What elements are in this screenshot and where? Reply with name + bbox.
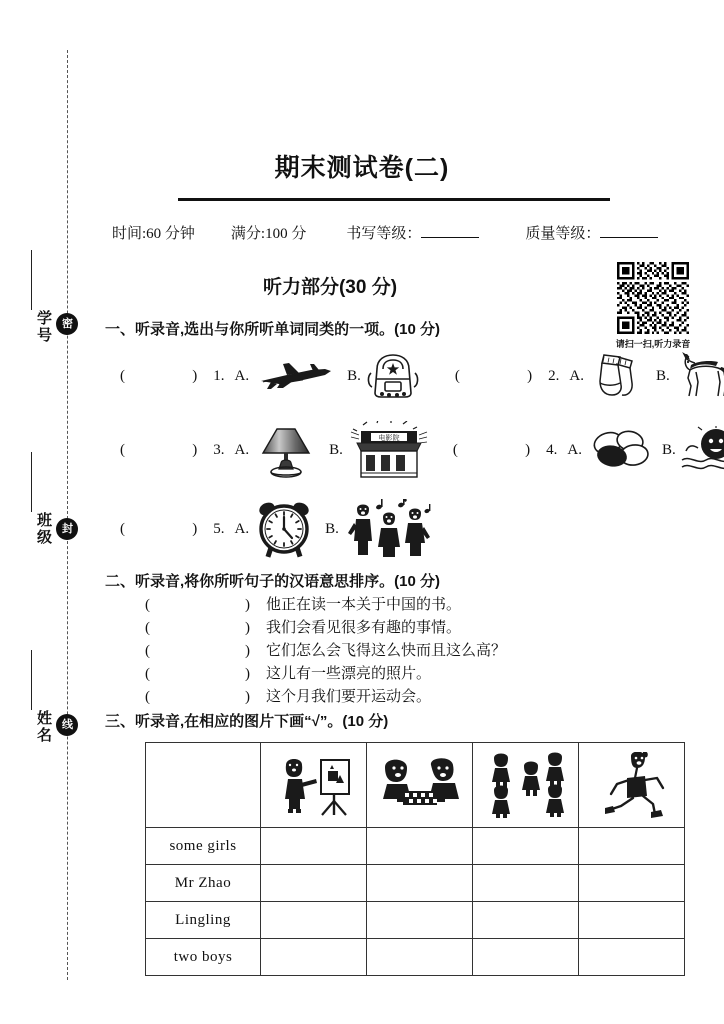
table-row [146,939,685,976]
question1-heading: 一、听录音,选出与你所听单词同类的一项。(10 分) [105,321,441,338]
question2-item-4[interactable] [145,663,506,686]
item-number-4: 4. [546,441,558,458]
table-corner-cell [146,743,261,828]
question1-item-1[interactable] [120,353,421,399]
margin-label-student-id: 学号 [35,310,52,344]
question1-item-2[interactable] [455,352,724,400]
question1-item-5[interactable] [120,498,435,560]
question2-sentence-5: 这个月我们要开运动会。 [266,689,432,705]
table-header-cell-4 [579,743,685,828]
exam-meta-row [112,222,692,243]
table-row-label-1: some girls [146,828,261,865]
question2-item-3[interactable] [145,640,506,663]
answer-blank-2[interactable]: ( ) [454,367,547,384]
question1-row-2 [120,420,720,480]
writing-grade-blank[interactable] [421,225,479,238]
item-number-5: 5. [213,520,225,537]
margin-label-class: 班级 [35,512,52,546]
question2-item-1[interactable] [145,594,506,617]
tick-cell-r1c4[interactable] [579,828,685,865]
item-number-3: 3. [213,441,225,458]
tick-cell-r1c2[interactable] [367,828,473,865]
option-b-label-1[interactable]: B. [347,367,361,384]
tick-cell-r3c3[interactable] [473,902,579,939]
quality-grade-blank[interactable] [600,225,658,238]
answer-blank-4[interactable]: ( ) [452,441,545,458]
question1-item-4[interactable] [453,426,724,474]
question2-sentence-2: 我们会看见很多有趣的事情。 [266,620,462,636]
qr-code-icon[interactable] [617,262,689,334]
class-write-line [31,452,32,512]
question3-heading: 三、听录音,在相应的图片下画“√”。(10 分) [105,713,389,730]
backpack-picture [365,353,421,399]
seal-dashed-line [67,50,68,980]
swimming-picture [680,426,724,474]
option-a-label-3[interactable]: A. [234,441,250,458]
answer-blank-1[interactable]: ( ) [120,367,212,384]
alarm-clock-picture [253,498,315,560]
answer-blank-3[interactable]: ( ) [120,441,212,458]
question1-item-3[interactable] [120,421,431,479]
meta-time: 时间:60 分钟 [112,226,195,242]
airplane-picture [253,359,337,393]
tick-cell-r2c4[interactable] [579,865,685,902]
tick-cell-r1c1[interactable] [261,828,367,865]
question2-heading: 二、听录音,将你所听句子的汉语意思排序。(10 分) [105,573,441,590]
seal-badge-xian: 线 [56,714,78,736]
tick-cell-r2c2[interactable] [367,865,473,902]
option-a-label-1[interactable]: A. [234,367,250,384]
question2-item-5[interactable] [145,686,506,709]
listening-part-title: 听力部分(30 分) [262,277,398,298]
table-header-cell-2 [367,743,473,828]
page-title: 期末测试卷(二) [274,154,450,182]
socks-picture [588,353,646,399]
question2-sentence-list [145,594,506,709]
question2-sentence-3: 它们怎么会飞得这么快而且这么高？ [266,643,507,659]
tick-cell-r2c1[interactable] [261,865,367,902]
question1-row-1 [120,352,720,400]
seal-badge-mi: 密 [56,313,78,335]
question2-item-2[interactable] [145,617,506,640]
eggs-picture [586,427,652,473]
order-blank-4[interactable]: ( ) [145,666,266,682]
meta-full-score: 满分:100 分 [230,226,307,242]
listening-audio-qr-block[interactable] [593,262,713,350]
tick-cell-r2c3[interactable] [473,865,579,902]
question2-sentence-4: 这儿有一些漂亮的照片。 [266,666,432,682]
option-b-label-4[interactable]: B. [661,441,676,458]
option-a-label-4[interactable]: A. [567,441,582,458]
horse-picture [674,352,724,400]
group-of-girls-picture [484,752,568,818]
order-blank-2[interactable]: ( ) [145,620,266,636]
option-b-label-2[interactable]: B. [655,367,670,384]
table-header-cell-1 [261,743,367,828]
option-b-label-5[interactable]: B. [325,520,339,537]
meta-writing-grade-label: 书写等级： [346,226,422,242]
cinema-picture [347,421,431,479]
table-row [146,865,685,902]
table-row-label-2: Mr Zhao [146,865,261,902]
meta-writing-grade [346,222,479,243]
item-number-2: 2. [548,367,560,384]
table-row-label-4: two boys [146,939,261,976]
tick-cell-r3c2[interactable] [367,902,473,939]
table-row [146,828,685,865]
table-row [146,902,685,939]
question1-row-3 [120,498,720,560]
question3-tick-table [145,742,685,976]
svg-text:电影院: 电影院 [378,435,400,442]
meta-quality-grade [525,222,658,243]
seal-badge-feng: 封 [56,518,78,540]
option-a-label-2[interactable]: A. [569,367,584,384]
tick-cell-r3c1[interactable] [261,902,367,939]
meta-quality-grade-label: 质量等级： [525,226,601,242]
tick-cell-r4c2[interactable] [367,939,473,976]
tick-cell-r4c4[interactable] [579,939,685,976]
question2-sentence-1: 他正在读一本关于中国的书。 [266,597,462,613]
table-header-row [146,743,685,828]
answer-blank-5[interactable]: ( ) [120,520,212,537]
order-blank-5[interactable]: ( ) [145,689,266,705]
tick-cell-r4c3[interactable] [473,939,579,976]
order-blank-3[interactable]: ( ) [145,643,266,659]
qr-caption: 请扫一扫,听力录音 [615,339,691,349]
singing-children-picture [343,499,435,559]
lamp-picture [253,421,319,479]
table-header-cell-3 [473,743,579,828]
tick-cell-r4c1[interactable] [261,939,367,976]
tick-cell-r1c3[interactable] [473,828,579,865]
option-a-label-5[interactable]: A. [234,520,250,537]
girl-painting-picture [276,753,352,817]
two-boys-playing-chess-picture [377,755,463,815]
option-b-label-3[interactable]: B. [329,441,343,458]
margin-label-name: 姓名 [35,710,52,744]
tick-cell-r3c4[interactable] [579,902,685,939]
table-row-label-3: Lingling [146,902,261,939]
order-blank-1[interactable]: ( ) [145,597,266,613]
name-write-line [31,650,32,710]
title-divider [178,198,610,201]
boy-running-picture [597,752,667,818]
chessboard [403,791,437,805]
item-number-1: 1. [213,367,225,384]
